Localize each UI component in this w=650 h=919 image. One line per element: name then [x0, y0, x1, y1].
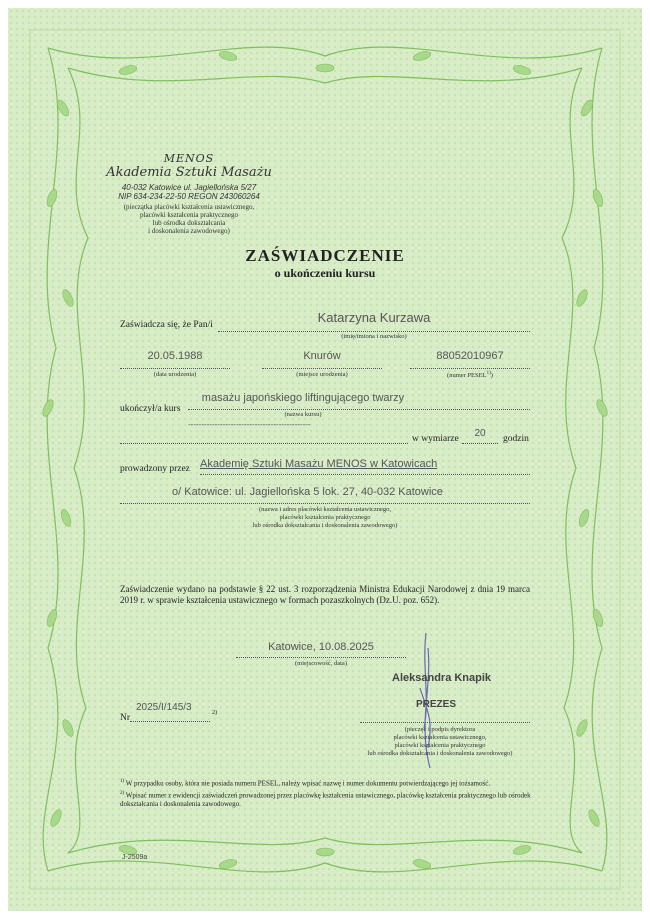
- birth-date-caption: (data urodzenia): [153, 371, 197, 378]
- course-line: [188, 409, 530, 410]
- provider-name: Akademię Sztuki Masażu MENOS w Katowicach: [200, 458, 438, 470]
- stamp-address: 40-032 Katowice ul. Jagiellońska 5/27: [121, 183, 257, 192]
- provider-address-line: [120, 503, 530, 504]
- footnote-2: $^{2)}$ Wpisać numer z ewidencji zaświadczeń prowadzonej przez placówkę kształcenia ustawicznego, placówkę kształcenia praktycznego lub ośrodek dokształcania i doskonalenia zawodowego.: [120, 791, 531, 809]
- birth-place-line: [262, 368, 382, 369]
- course-label: ukończył/a kurs: [120, 404, 181, 414]
- stamp-brand: MENOS: [163, 152, 215, 165]
- course-dashes: ----------------------------------------------: [188, 420, 311, 429]
- course-hours: 20: [474, 428, 486, 439]
- stamp-name: Akademia Sztuki Masażu: [106, 165, 272, 180]
- pesel-caption: (numer PESEL$^{1)}$): [447, 371, 493, 380]
- place-date-caption: (miejscowość, data): [295, 660, 347, 667]
- form-code: J-2509a: [122, 854, 148, 861]
- course-line-2: [120, 443, 408, 444]
- signature-caption: (pieczęć i podpis dyrektora placówki kształcenia ustawicznego, placówki kształcenia praktycznego lub ośrodka dokształcania i doskonalenia zawodowego): [367, 726, 513, 757]
- stamp-caption: (pieczątka placówki kształcenia ustawicznego, placówki kształcenia praktycznego lub ośrodka dokształcania i doskonalenia zawodowego): [123, 203, 255, 235]
- certificate-number: 2025/I/145/3: [136, 702, 192, 713]
- hours-label: w wymiarze: [412, 434, 459, 444]
- certifies-label: Zaświadcza się, że Pan/i: [120, 320, 213, 330]
- place-date: Katowice, 10.08.2025: [268, 641, 374, 653]
- footnote-1: $^{1)}$ W przypadku osoby, która nie posiada numeru PESEL, należy wpisać nazwę i numer dokumentu potwierdzającego jej tożsamość.: [120, 779, 491, 788]
- signature-line: [360, 722, 530, 723]
- stamp-ids: NIP 634-234-22-50 REGON 243060264: [118, 192, 260, 201]
- legal-basis: Zaświadczenie wydano na podstawie § 22 ust. 3 rozporządzenia Ministra Edukacji Narodowej z dnia 19 marca 2019 r. w sprawie kształcenia ustawicznego w formach pozaszkolnych (Dz.U. poz. 652).: [120, 584, 530, 605]
- hours-unit: godzin: [503, 434, 529, 444]
- course-name: masażu japońskiego liftingującego twarzy: [201, 392, 405, 404]
- hours-line: [462, 443, 498, 444]
- pesel-number: 88052010967: [436, 350, 504, 362]
- name-line: [218, 331, 530, 332]
- signatory-role: PREZES: [416, 699, 457, 710]
- recipient-name: Katarzyna Kurzawa: [317, 310, 431, 325]
- provider-line: [200, 474, 530, 475]
- place-date-line: [236, 657, 406, 658]
- birth-place-caption: (miejsce urodzenia): [296, 371, 348, 378]
- number-footnote-mark: 2): [212, 710, 217, 716]
- course-caption: (nazwa kursu): [284, 411, 322, 418]
- provider-caption: (nazwa i adres placówki kształcenia ustawicznego, placówki kształcenia praktycznego lub ośrodka dokształcania i doskonalenia zawodowego): [252, 506, 398, 529]
- provider-address: o/ Katowice: ul. Jagiellońska 5 lok. 27, 40-032 Katowice: [172, 486, 443, 498]
- number-label: Nr: [120, 713, 131, 723]
- provider-label: prowadzony przez: [120, 464, 190, 474]
- document-subtitle: o ukończeniu kursu: [274, 266, 376, 280]
- pesel-line: [410, 368, 530, 369]
- document-title: ZAŚWIADCZENIE: [245, 246, 405, 265]
- signatory-name: Aleksandra Knapik: [392, 672, 492, 684]
- birth-place: Knurów: [303, 350, 341, 362]
- name-caption: (imię/imiona i nazwisko): [341, 333, 407, 340]
- birth-date: 20.05.1988: [147, 350, 203, 362]
- birth-date-line: [120, 368, 230, 369]
- school-stamp: [104, 152, 274, 201]
- number-line: [130, 721, 210, 722]
